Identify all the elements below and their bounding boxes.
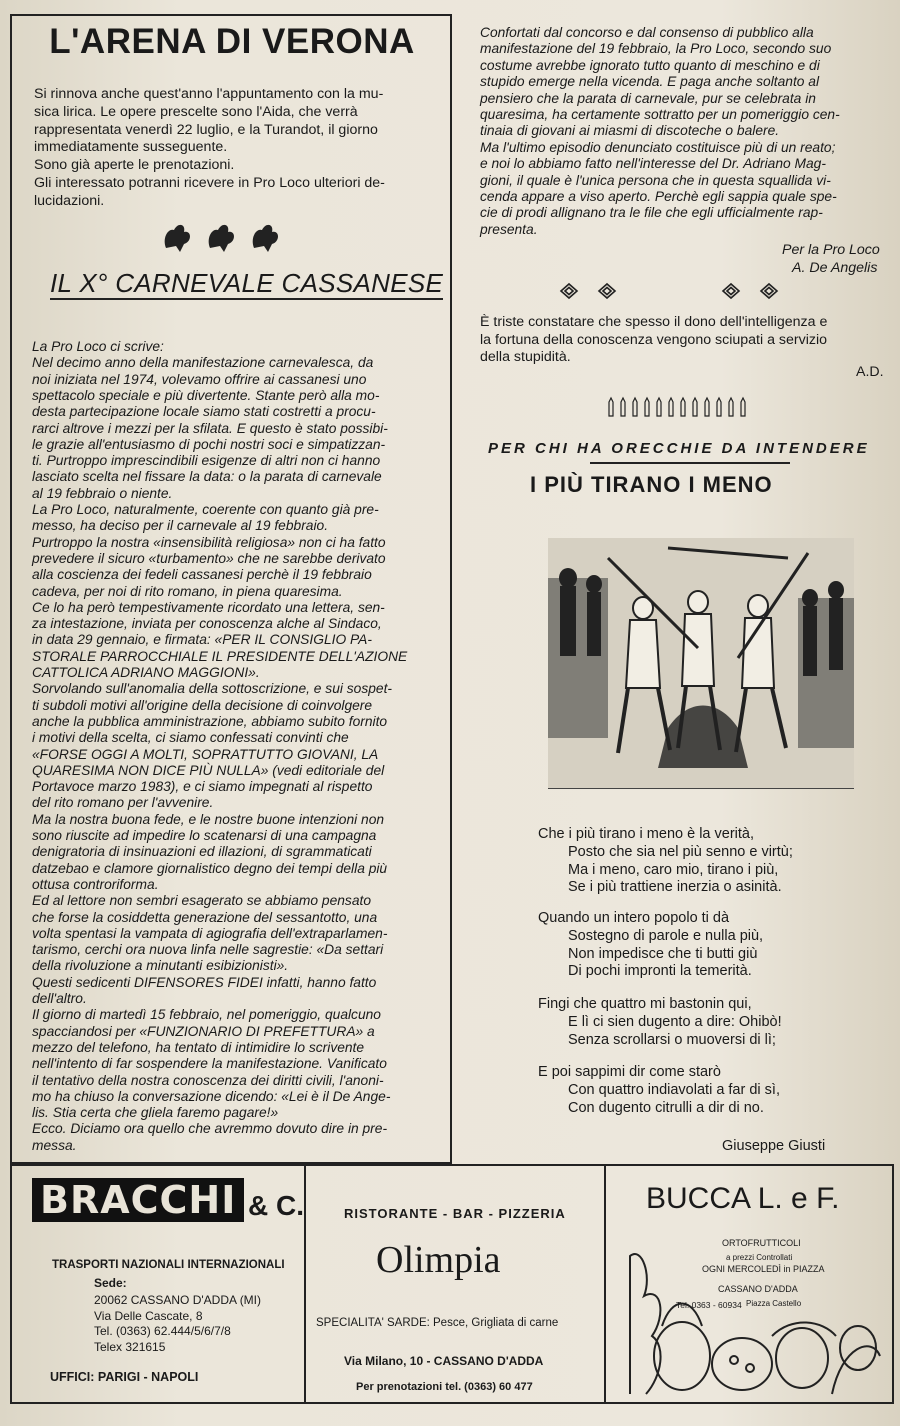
carnevale-line: ti subdoli motivi all'origine della decisione di coinvolgere <box>32 697 373 713</box>
carnevale-line: della rivoluzione a minutanti esibizionisti». <box>32 958 289 974</box>
bucca-line: a prezzi Controllati <box>726 1253 793 1262</box>
continuation-line: costume avrebbe ignorato tutto quanto di meschino e di <box>480 57 820 73</box>
carnevale-line: al 19 febbraio o niente. <box>32 485 173 501</box>
carnevale-line: Portavoce marzo 1983), e ci siamo impegnati al rispetto <box>32 779 373 795</box>
poem-author: Giuseppe Giusti <box>722 1138 826 1154</box>
bracchi-address-line: 20062 CASSANO D'ADDA (MI) <box>94 1293 262 1307</box>
poem-line: Con dugento citrulli a dir di no. <box>568 1099 764 1116</box>
poem-line: Fingi che quattro mi bastonin qui, <box>538 996 752 1012</box>
carnevale-line: Nel decimo anno della manifestazione carnevalesca, da <box>32 355 374 371</box>
bracchi-suffix: & C. <box>248 1190 304 1221</box>
bracchi-address-line: Tel. (0363) 62.444/5/6/7/8 <box>94 1324 231 1338</box>
carnevale-line: La Pro Loco, naturalmente, coerente con quanto già pre- <box>32 502 379 517</box>
carnevale-line: za intestazione, inviata per conoscenza alche al Sindaco, <box>32 616 382 632</box>
poem-line: Sostegno di parole e nulla più, <box>568 927 764 944</box>
carnevale-line: tarismo, cerchi ora nuova linfa nelle sagrestie: «Da settari <box>32 942 384 958</box>
arena-line: Si rinnova anche quest'anno l'appuntamento con la mu- <box>34 86 384 102</box>
continuation-line: presenta. <box>480 221 538 237</box>
carnevale-line: le grazie all'entusiasmo di pochi nostri soci e simpatizzan- <box>32 436 386 452</box>
ad-divider-2 <box>604 1164 606 1404</box>
olimpia-logo: Olimpia <box>376 1239 501 1281</box>
bracchi-sede-label: Sede: <box>94 1276 127 1290</box>
carnevale-line: in data 29 gennaio, e firmata: «PER IL CONSIGLIO PA- <box>32 632 372 648</box>
carnevale-line: mezzo del telefono, ha tentato di intimidire lo scrivente <box>32 1039 365 1055</box>
poem-line: Quando un intero popolo ti dà <box>538 910 730 926</box>
bracchi-tagline: TRASPORTI NAZIONALI INTERNAZIONALI <box>52 1259 285 1271</box>
carnevale-line: messa. <box>32 1137 77 1153</box>
carnevale-line: alla coscienza dei fedeli cassanesi perchè il 19 febbraio <box>32 567 372 583</box>
carnevale-line: che forse la cosiddetta generazione del sessantotto, una <box>32 909 378 925</box>
olimpia-top: RISTORANTE - BAR - PIZZERIA <box>344 1206 566 1221</box>
poem-line: Se i più trattiene inerzia o asinità. <box>568 879 782 896</box>
poem-line: Ma i meno, caro mio, tirano i più, <box>568 861 779 878</box>
carnevale-line: lasciato scelta nel fissare la data: o la parata di carnevale <box>32 469 382 485</box>
olimpia-booking: Per prenotazioni tel. (0363) 60 477 <box>356 1381 533 1393</box>
bottles-ornament-icon <box>605 394 765 423</box>
carnevale-line: dell'altro. <box>32 991 87 1006</box>
quote-signature: A.D. <box>856 364 884 380</box>
carnevale-line: mo ha chiuso la conversazione dicendo: «Lei è il De Ange- <box>32 1088 391 1104</box>
poem-line: Che i più tirano i meno è la verità, <box>538 826 754 842</box>
bracchi-logo: BRACCHI <box>32 1178 244 1222</box>
carnevale-line: Ma la nostra buona fede, e le nostre buone intenzioni non <box>32 811 385 827</box>
carnevale-title <box>50 268 443 299</box>
olimpia-address: Via Milano, 10 - CASSANO D'ADDA <box>344 1354 544 1368</box>
carnevale-line: denigratoria di insinuazioni ed illazioni, di sgrammaticati <box>32 844 372 860</box>
poem-header: PER CHI HA ORECCHIE DA INTENDERE <box>488 440 870 457</box>
carnevale-line: Ecco. Diciamo ora quello che avremmo dovuto dire in pre- <box>32 1121 388 1137</box>
carnevale-line: Questi sedicenti DIFENSORES FIDEI infatti, hanno fatto <box>32 974 377 990</box>
carnevale-line: prevedere il sicuro «turbamento» che ne sarebbe derivato <box>32 550 386 566</box>
arena-line: lucidazioni. <box>34 192 105 209</box>
bucca-line: CASSANO D'ADDA <box>718 1284 798 1294</box>
carnevale-line: spacciandosi per «FUNZIONARIO DI PREFETTURA» a <box>32 1023 375 1039</box>
carnevale-line: CATTOLICA ADRIANO MAGGIONI». <box>32 665 260 680</box>
quote-line: della stupidità. <box>480 349 571 365</box>
carnevale-line: Il giorno di martedì 15 febbraio, nel pomeriggio, qualcuno <box>32 1007 381 1023</box>
continuation-line: tinaia di giovani ai miasmi di discoteche o balere. <box>480 123 780 139</box>
bucca-logo: BUCCA L. e F. <box>646 1182 840 1215</box>
carnevale-title-text: IL X° CARNEVALE CASSANESE <box>50 268 444 298</box>
bucca-line: OGNI MERCOLEDÌ in PIAZZA <box>702 1264 825 1274</box>
bracchi-offices: UFFICI: PARIGI - NAPOLI <box>50 1370 199 1384</box>
bucca-tel: Tel. 0363 - 60934 <box>676 1300 742 1310</box>
bucca-line: Piazza Castello <box>746 1299 802 1308</box>
carnevale-line: del rito romano per l'avvenire. <box>32 795 214 811</box>
continuation-line: quaresima, ha certamente sottratto per un pomeriggio cen- <box>480 107 840 122</box>
carnevale-line: ti. Purtroppo imprescindibili esigenze di altri non ci hanno <box>32 453 381 469</box>
carnevale-line: sono riuscite ad impedire lo scatenarsi di una campagna <box>32 828 377 843</box>
poem-line: Non impedisce che ti butti giù <box>568 945 758 962</box>
arena-line: Sono già aperte le prenotazioni. <box>34 157 235 174</box>
bucca-line: ORTOFRUTTICOLI <box>722 1238 801 1248</box>
carnevale-line: «FORSE OGGI A MOLTI, SOPRATTUTTO GIOVANI, LA <box>32 746 379 762</box>
carnevale-line: STORALE PARROCCHIALE IL PRESIDENTE DELL'AZIONE <box>32 648 408 664</box>
quote-line: È triste constatare che spesso il dono dell'intelligenza e <box>480 314 828 330</box>
bracchi-address-line: Via Delle Cascate, 8 <box>94 1308 203 1323</box>
carnevale-line: nell'intento di far sospendere la manifestazione. Vanificato <box>32 1056 387 1072</box>
poem-line: Con quattro indiavolati a far di sì, <box>568 1081 780 1098</box>
continuation-line: manifestazione del 19 febbraio, la Pro Loco, secondo suo <box>480 41 832 57</box>
ad-divider-1 <box>304 1164 306 1404</box>
arena-line: sica lirica. Le opere prescelte sono l'Aida, che verrà <box>34 103 358 120</box>
carnevale-line: volta spentasi la vampata di agiografia dell'extraparlamen- <box>32 925 388 941</box>
arena-line: Gli interessato potranni ricevere in Pro Loco ulteriori de- <box>34 175 385 191</box>
continuation-line: Confortati dal concorso e dal consenso di pubblico alla <box>480 25 814 40</box>
ornament-figures-icon <box>158 218 288 265</box>
carnevale-line: lis. Stia certa che gliela faremo pagare!» <box>32 1105 279 1121</box>
poem-header-rule <box>590 462 790 464</box>
signature-line-2: A. De Angelis <box>792 260 878 276</box>
continuation-line: stupido emerge nella vicenda. E paga anche soltanto al <box>480 74 820 90</box>
carnevale-line: i motivi della scelta, ci siamo confessati convinti che <box>32 730 349 746</box>
poem-line: Di pochi impronti la temerità. <box>568 963 752 980</box>
continuation-line: pensiero che la parata di carnevale, pur se celebrata in <box>480 90 816 106</box>
carnevale-line: cadeva, per noi di rito romano, in piena quaresima. <box>32 583 343 599</box>
diamond-ornaments-icon <box>555 280 795 307</box>
carnevale-line: QUARESIMA NON DICE PIÙ NULLA» (vedi editoriale del <box>32 762 385 778</box>
continuation-line: e noi lo abbiamo fatto nell'interesse del Dr. Adriano Mag- <box>480 156 826 172</box>
signature-line-1: Per la Pro Loco <box>782 242 880 258</box>
carnevale-line: ottusa controriforma. <box>32 876 159 892</box>
carnevale-line: La Pro Loco ci scrive: <box>32 339 164 354</box>
poem-line: E lì ci sien dugento a dire: Ohibò! <box>568 1013 782 1030</box>
poem-line: Posto che sia nel più senno e virtù; <box>568 843 793 860</box>
carnevale-line: messo, ha deciso per il carnevale al 19 febbraio. <box>32 518 329 534</box>
arena-title: L'ARENA DI VERONA <box>49 22 415 61</box>
poem-line: Senza scrollarsi o muoversi di lì; <box>568 1031 776 1048</box>
carnevale-line: il tentativo della nostra conoscenza dei diritti civili, l'anoni- <box>32 1072 384 1088</box>
carnevale-line: Ed al lettore non sembri esagerato se abbiamo pensato <box>32 893 372 909</box>
continuation-line: cenda appare a viso aperto. Perchè egli sappia quale spe- <box>480 189 837 204</box>
carnevale-line: noi iniziata nel 1974, volevamo offrire ai cassanesi uno <box>32 371 367 387</box>
carnevale-line: Ce lo ha però tempestivamente ricordato una lettera, sen- <box>32 599 385 615</box>
poem-line: E poi sappimi dir come starò <box>538 1064 721 1080</box>
carnevale-line: Purtroppo la nostra «insensibilità religiosa» non ci ha fatto <box>32 534 386 550</box>
arena-line: rappresentata venerdì 22 luglio, e la Turandot, il giorno <box>34 121 378 138</box>
carnevale-line: Sorvolando sull'anomalia della sottoscrizione, e sui sospet- <box>32 681 393 697</box>
engraving-illustration <box>548 538 854 789</box>
quote-line: la fortuna della conoscenza vengono sciupati a servizio <box>480 331 828 348</box>
arena-line: immediatamente susseguente. <box>34 139 228 156</box>
carnevale-line: spettacolo speciale e più divertente. Stante però alla mo- <box>32 387 380 403</box>
poem-title: I PIÙ TIRANO I MENO <box>530 472 773 497</box>
carnevale-line: datzebao e clamore giornalistico degno dei tempi della più <box>32 860 388 876</box>
carnevale-line: anche la pubblica amministrazione, abbiamo subito fornito <box>32 713 388 729</box>
continuation-line: gioni, il quale è l'unica persona che in questa squallida vi- <box>480 172 831 188</box>
carnevale-line: rarci altrove i mezzi per la sfilata. E questo è stato possibi- <box>32 420 388 436</box>
continuation-line: Ma l'ultimo episodio denunciato costituisce più di un reato; <box>480 139 836 155</box>
carnevale-line: desta partecipazione locale siamo stati costretti a procu- <box>32 404 376 420</box>
bracchi-address-line: Telex 321615 <box>94 1339 166 1354</box>
olimpia-specialty: SPECIALITA' SARDE: Pesce, Grigliata di carne <box>316 1317 559 1329</box>
continuation-line: cie di prodi allignano tra le file che egli ufficialmente rap- <box>480 205 823 221</box>
